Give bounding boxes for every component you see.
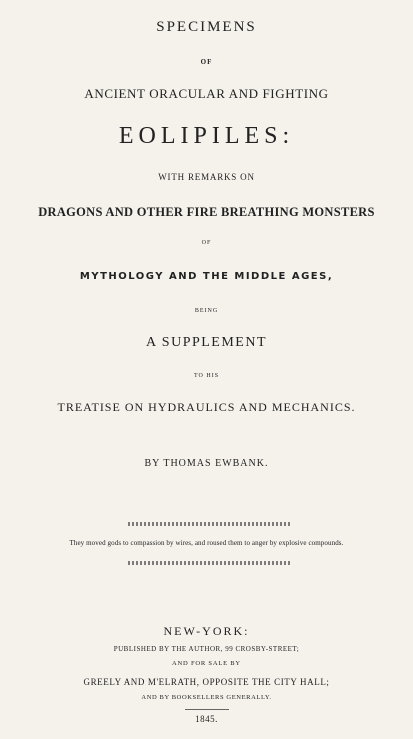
subtitle-dragons: DRAGONS AND OTHER FIRE BREATHING MONSTERS (38, 204, 375, 219)
epigraph-motto: They moved gods to compassion by wires, and roused them to anger by explosive compounds. (69, 539, 344, 547)
main-title-eolipiles: EOLIPILES: (118, 123, 295, 149)
imprint-year: 1845. (195, 714, 218, 724)
ornamental-rule-bottom (128, 561, 290, 565)
author-line: BY THOMAS EWBANK. (144, 458, 269, 469)
heading-specimens: SPECIMENS (156, 19, 257, 35)
year-divider (185, 709, 229, 710)
ornamental-rule-top (128, 522, 290, 526)
connector-to-his: TO HIS (193, 373, 220, 379)
heading-treatise: TREATISE ON HYDRAULICS AND MECHANICS. (57, 400, 356, 414)
imprint-greely: GREELY AND M'ELRATH, OPPOSITE THE CITY HALL; (83, 677, 330, 687)
imprint-for-sale: AND FOR SALE BY (172, 660, 241, 667)
subtitle-with-remarks: WITH REMARKS ON (158, 172, 255, 182)
imprint-city: NEW-YORK: (163, 624, 250, 638)
heading-ancient-oracular: ANCIENT ORACULAR AND FIGHTING (84, 86, 329, 101)
connector-being: BEING (194, 308, 219, 314)
subtitle-mythology: MYTHOLOGY AND THE MIDDLE AGES, (79, 271, 334, 282)
imprint-booksellers: AND BY BOOKSELLERS GENERALLY. (141, 694, 272, 701)
connector-of-2: OF (201, 240, 212, 246)
heading-supplement: A SUPPLEMENT (145, 335, 268, 350)
connector-of-1: OF (200, 58, 213, 66)
imprint-published-by: PUBLISHED BY THE AUTHOR, 99 CROSBY-STREET; (113, 645, 300, 653)
